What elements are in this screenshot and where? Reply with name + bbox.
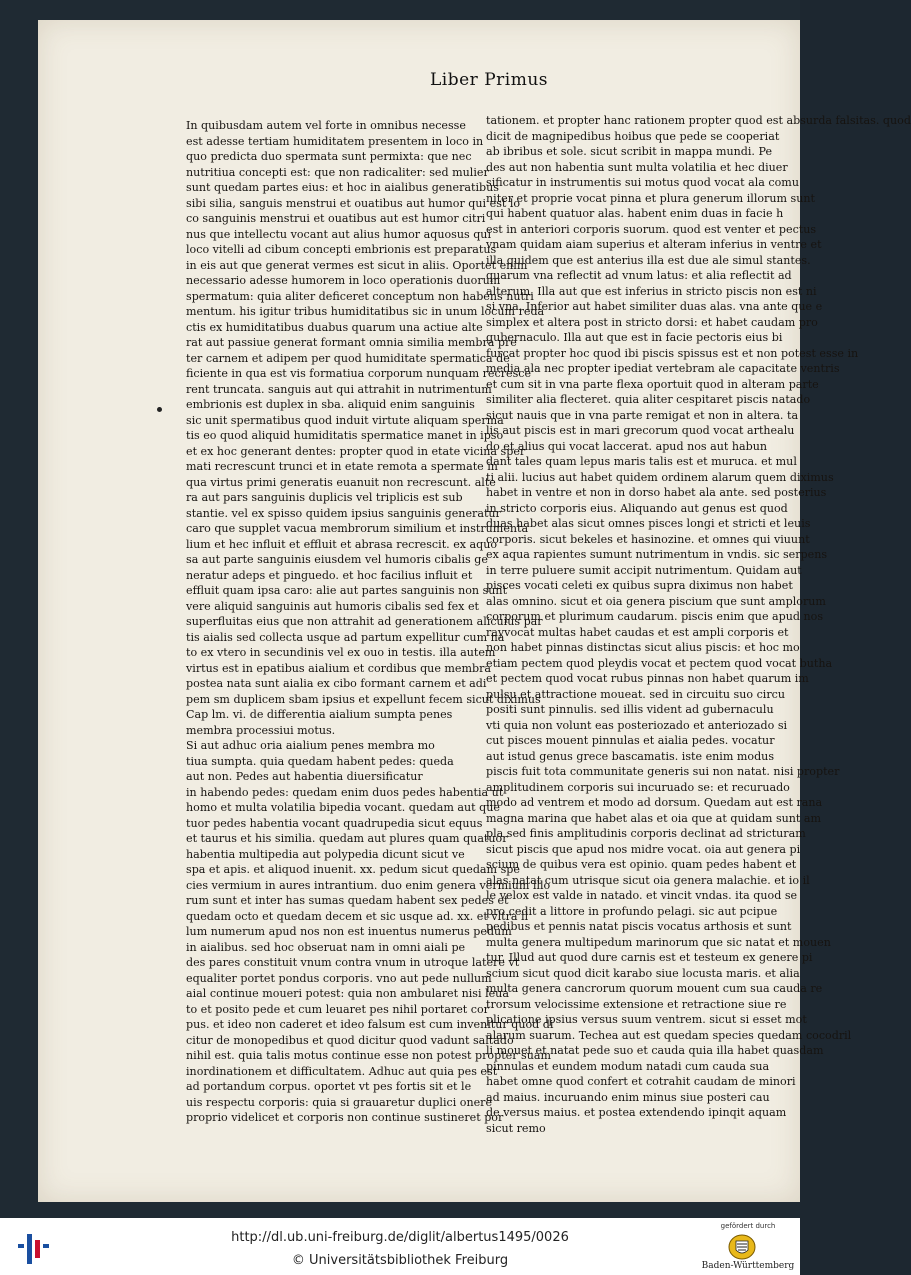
text-line: niter et proprie vocat pinna et plura generum illorum sunt [486,191,815,205]
right-text-column [486,113,911,1136]
text-line: proprio videlicet et corporis non continue sustineret por [186,1111,504,1124]
text-line: et pectem quod vocat rubus pinnas non habet quarum im [486,672,809,685]
text-line: tis aialis sed collecta usque ad partum expellitur cum na [186,630,505,644]
text-line: et cum sit in vna parte flexa oportuit quod in alteram parte [486,377,819,391]
text-line: alas omnino. sicut et oia genera piscium que sunt amplorum [486,594,826,608]
text-line: cies vermium in aures intrantium. duo enim genera vermium illo [186,878,551,892]
text-line: pedibus et pennis natat piscis vocatus arthosis et sunt [486,920,792,933]
text-line: sunt quedam partes eius: et hoc in aialibus generatibus [186,181,499,194]
text-line: multa genera multipedum marinorum que sic natat et mouen [486,935,831,949]
text-line: sicut nauis que in vna parte remigat et non in altera. ta [486,408,799,422]
text-line: aial continue moueri potest: quia non ambularet nisi leua [186,987,509,1000]
text-line: non habet pinnas distinctas sicut alius piscis: et hoc mo [486,641,800,654]
text-line: des aut non habentia sunt multa volatilia et hec diuer [486,160,788,174]
text-line: duas habet alas sicut omnes pisces longi et stricti et leuis [486,517,811,530]
text-line: loco vitelli ad cibum concepti embrionis est preparatus [186,243,497,256]
text-line: qua virtus primi generatis euanuit non recrescunt. alte [186,475,496,489]
text-line: spermatum: quia aliter deficeret conceptum non habens nutri [186,289,534,303]
text-line: piscis fuit tota communitate generis sui non natat. nisi propter [486,765,840,778]
text-line: corporum et plurimum caudarum. piscis enim que apud nos [486,610,824,623]
text-line: ad maius. incuruando enim minus siue posteri cau [486,1090,770,1104]
coat-of-arms-icon [722,1233,762,1261]
text-line: in eis aut que generat vermes est sicut in aliis. Oportet enim [186,258,528,272]
text-line: alarum suarum. Techea aut est quedam species quedam cocodril [486,1028,852,1042]
text-line: dant tales quam lepus maris talis est et muruca. et mul [486,455,797,468]
text-line: modo ad ventrem et modo ad dorsum. Quedam aut est rana [486,796,823,809]
text-line: citur de monopedibus et quod dicitur quod vadunt saltado [186,1033,514,1047]
text-line: alterum. Illa aut que est inferius in stricto piscis non est ni [486,284,817,298]
text-line: et taurus et his similia. quedam aut plures quam quatuor [186,832,508,845]
text-line: tis eo quod aliquid humiditatis spermatice manet in ipso [186,429,504,442]
text-line: amplitudinem corporis sui incuruado se: et recuruado [486,780,790,794]
text-line: inordinationem et difficultatem. Adhuc aut quia pes est [186,1064,498,1078]
text-line: simplex et altera post in stricto dorsi: et habet caudam pro [486,315,818,329]
text-line: caro que supplet vacua membrorum similium et instrumenta [186,522,529,535]
text-line: co sanguinis menstrui et ouatibus aut est humor citri [186,212,486,225]
text-line: quedam octo et quedam decem et sic usque ad. xx. et vltra il [186,909,529,923]
text-line: do et alius qui vocat laccerat. apud nos aut habun [486,439,768,453]
left-text-column [186,118,554,1126]
text-line: sificatur in instrumentis sui motus quod vocat ala comu [486,176,799,189]
text-line: furcat propter hoc quod ibi piscis spissus est et non potest esse in [486,346,859,360]
text-line: sibi silia, sanguis menstrui et ouatibus aut humor qui est lo [186,196,521,210]
text-line: lium et hec influit et effluit et abrasa recrescit. ex aquo [186,537,498,551]
text-line: vere aliquid sanguinis aut humoris cibalis sed fex et [186,599,479,613]
text-line: habet omne quod confert et cotrahit caudam de minori [486,1075,796,1088]
text-line: rum sunt et inter has sumas quedam habent sex pedes et [186,894,509,907]
text-line: In quibusdam autem vel forte in omnibus necesse [186,119,466,132]
text-line: ab ibribus et sole. sicut scribit in mappa mundi. Pe [486,145,773,158]
text-line: illa quidem que est anterius illa est due ale simul stantes. [486,253,811,267]
text-line: in stricto corporis eius. Aliquando aut genus est quod [486,501,788,515]
text-line: Cap lm. vi. de differentia aialium sumpta penes [186,708,453,721]
text-line: etiam pectem quod pleydis vocat et pectem quod vocat butha [486,656,833,670]
text-line: tationem. et propter hanc rationem propter quod est absurda falsitas. quod [486,114,911,127]
text-line: scium de quibus vera est opinio. quam pedes habent et [486,858,797,871]
text-line: uis respectu corporis: quia si grauaretur duplici onere [186,1095,493,1109]
text-line: scium sicut quod dicit karabo siue locusta maris. et alia [486,966,800,980]
text-line: habet in ventre et non in dorso habet ala ante. sed posterius [486,486,827,499]
text-line: virtus est in epatibus aialium et cordibus que membra [186,661,492,675]
text-line: rat aut passiue generat formant omnia similia membra pre [186,336,517,349]
text-line: ter carnem et adipem per quod humiditate spermatica de [186,351,510,365]
text-line: alas natat cum utrisque sicut oia genera malachie. et io il [486,873,810,887]
copyright-notice: © Universitätsbibliothek Freiburg [291,1253,509,1268]
text-line: multa genera cancrorum quorum mouent cum sua cauda re [486,982,823,995]
text-line: et ex hoc generant dentes: propter quod in etate vicina sper [186,444,526,458]
text-line: pla sed finis amplitudinis corporis declinat ad stricturam [486,827,806,840]
text-line: de versus maius. et postea extendendo ipinqit aquam [486,1106,787,1119]
text-line: stantie. vel ex spisso quidem ipsius sanguinis generatur [186,506,501,520]
text-line: in aialibus. sed hoc obseruat nam in omni aiali pe [186,940,466,954]
text-line: mentum. his igitur tribus humiditatibus sic in unum locum reda [186,305,545,318]
text-line: lis aut piscis est in mari grecorum quod vocat arthealu [486,424,795,437]
text-line: to ex vtero in secundinis vel ex ouo in testis. illa autem [186,646,496,659]
text-line: pus. et ideo non caderet et ideo falsum est cum invenitur quod di [186,1018,554,1031]
text-line: est adesse tertiam humiditatem presentem in loco in [186,134,484,148]
text-line: in terre puluere sumit accipit nutrimentum. Quidam aut [486,563,802,577]
text-line: ctis ex humiditatibus duabus quarum una actiue alte [186,320,483,334]
text-line: nutritiua concepti est: que non radicaliter: sed mulier [186,165,489,179]
text-line: similiter alia flecteret. quia aliter cespitaret piscis natado [486,393,811,406]
text-line: qui habent quatuor alas. habent enim duas in facie h [486,207,784,220]
text-line: postea nata sunt aialia ex cibo formant carnem et adi [186,677,487,690]
text-line: homo et multa volatilia bipedia vocant. quedam aut que [186,801,500,814]
document-url[interactable]: http://dl.ub.uni-freiburg.de/diglit/albertus1495/0026 [231,1230,569,1245]
text-line: pinnulas et eundem modum natadi cum cauda sua [486,1059,770,1073]
text-line: membra processiui motus. [186,723,336,737]
text-line: sa aut parte sanguinis eiusdem vel humoris cibalis ge [186,553,488,566]
running-head: Liber Primus [430,70,548,90]
text-line: pro cedit a littore in profundo pelagi. sic aut pcipue [486,904,778,918]
text-line: superfluitas eius que non attrahit ad generationem alicuius par [186,615,543,628]
sponsor-label: gefördert durch [720,1222,776,1230]
text-line: cut pisces mouent pinnulas et aialia pedes. vocatur [486,734,775,747]
text-line: quo predicta duo spermata sunt permixta: que nec [186,150,472,163]
text-line: habentia multipedia aut polypedia dicunt sicut ve [186,847,465,861]
sponsor-block [700,1222,796,1272]
text-line: vnam quidam aiam superius et alteram inferius in ventre et [486,238,822,251]
text-line: to et posito pede et cum leuaret pes nihil portaret cor [186,1002,489,1016]
text-line: tuor pedes habentia vocant quadrupedia sicut equus [186,816,483,830]
text-line: equaliter portet pondus corporis. vno aut pede nullum [186,971,492,985]
text-line: magna marina que habet alas et oia que at quidam sunt am [486,811,822,825]
text-line: aut non. Pedes aut habentia diuersificatur [186,770,423,783]
text-line: Si aut adhuc oria aialium penes membra mo [186,739,435,752]
text-line: des pares constituit vnum contra vnum in utroque latere vt [186,956,520,969]
text-line: embrionis est duplex in sba. aliquid enim sanguinis [186,398,475,411]
text-line: si vna. Inferior aut habet similiter duas alas. vna ante que e [486,300,823,313]
sponsor-name: Baden-Württemberg [701,1261,795,1271]
text-line: quarum vna reflectit ad vnum latus: et alia reflectit ad [486,269,792,282]
text-line: corporis. sicut bekeles et hasinozine. et omnes qui viuunt [486,532,810,546]
text-line: sic unit spermatibus quod induit virtute aliquam sperma [186,413,504,427]
text-line: ex aqua rapientes sumunt nutrimentum in vndis. sic serpens [486,548,828,561]
text-line: pisces vocati celeti ex quibus supra diximus non habet [486,579,793,592]
text-line: trorsum velocissime extensione et retractione siue re [486,997,787,1011]
text-line: ra aut pars sanguinis duplicis vel triplicis est sub [186,491,463,504]
margin-mark [157,407,162,412]
text-line: rayvocat multas habet caudas et est ampli corporis et [486,625,789,639]
text-line: sicut piscis que apud nos midre vocat. oia aut genera pi [486,842,801,856]
text-line: est in anteriori corporis suorum. quod est venter et pectus [486,222,817,236]
text-line: positi sunt pinnulis. sed illis vident ad gubernaculu [486,703,774,716]
text-line: ficiente in qua est vis formatiua corporum nunquam recresce [186,367,532,380]
text-line: ad portandum corpus. oportet vt pes fortis sit et le [186,1080,472,1093]
text-line: necessario adesse humorem in loco operationis duorum [186,274,501,287]
text-line: media ala nec propter ipediat vertebram ale capacitate ventris [486,362,840,375]
text-line: le velox est valde in natado. et vincit vndas. ita quod se [486,889,798,902]
text-line: aut istud genus grece bascamatis. iste enim modus [486,749,775,763]
text-line: rent truncata. sanguis aut qui attrahit in nutrimentum [186,382,492,396]
text-line: effluit quam ipsa caro: alie aut partes sanguinis non sunt [186,584,508,597]
text-line: ti alii. lucius aut habet quidem ordinem alarum quem diximus [486,470,834,484]
text-line: pulsu et attractione moueat. sed in circuitu suo circu [486,687,785,701]
text-line: dicit de magnipedibus hoibus que pede se cooperiat [486,129,780,143]
text-line: in habendo pedes: quedam enim duos pedes habentia ut [186,785,504,799]
text-line: spa et apis. et aliquod inuenit. xx. pedum sicut quedam spe [186,863,520,876]
text-line: tiua sumpta. quia quedam habent pedes: queda [186,754,454,768]
text-line: tur. Illud aut quod dure carnis est et testeum ex genere pi [486,951,813,964]
text-line: pem sm duplicem sbam ipsius et expellunt fecem sicut diximus [186,692,541,706]
text-line: mati recrescunt trunci et in etate remota a spermate in [186,460,498,473]
text-line: li mouet et natat pede suo et cauda quia illa habet quasdam [486,1044,824,1057]
text-line: vti quia non volunt eas posteriozado et anteriozado si [486,718,788,732]
text-line: nus que intellectu vocant aut alius humor aquosus qui [186,227,491,241]
text-line: plicatione ipsius versus suum ventrem. sicut si esset mot [486,1013,807,1026]
text-line: neratur adeps et pinguedo. et hoc facilius influit et [186,568,473,582]
text-line: sicut remo [486,1121,546,1135]
text-line: gubernaculo. Illa aut que est in facie pectoris eius bi [486,331,783,344]
text-line: nihil est. quia talis motus continue esse non potest propter suam [186,1049,552,1062]
text-line: lum numerum apud nos non est inuentus numerus pedum [186,925,512,938]
